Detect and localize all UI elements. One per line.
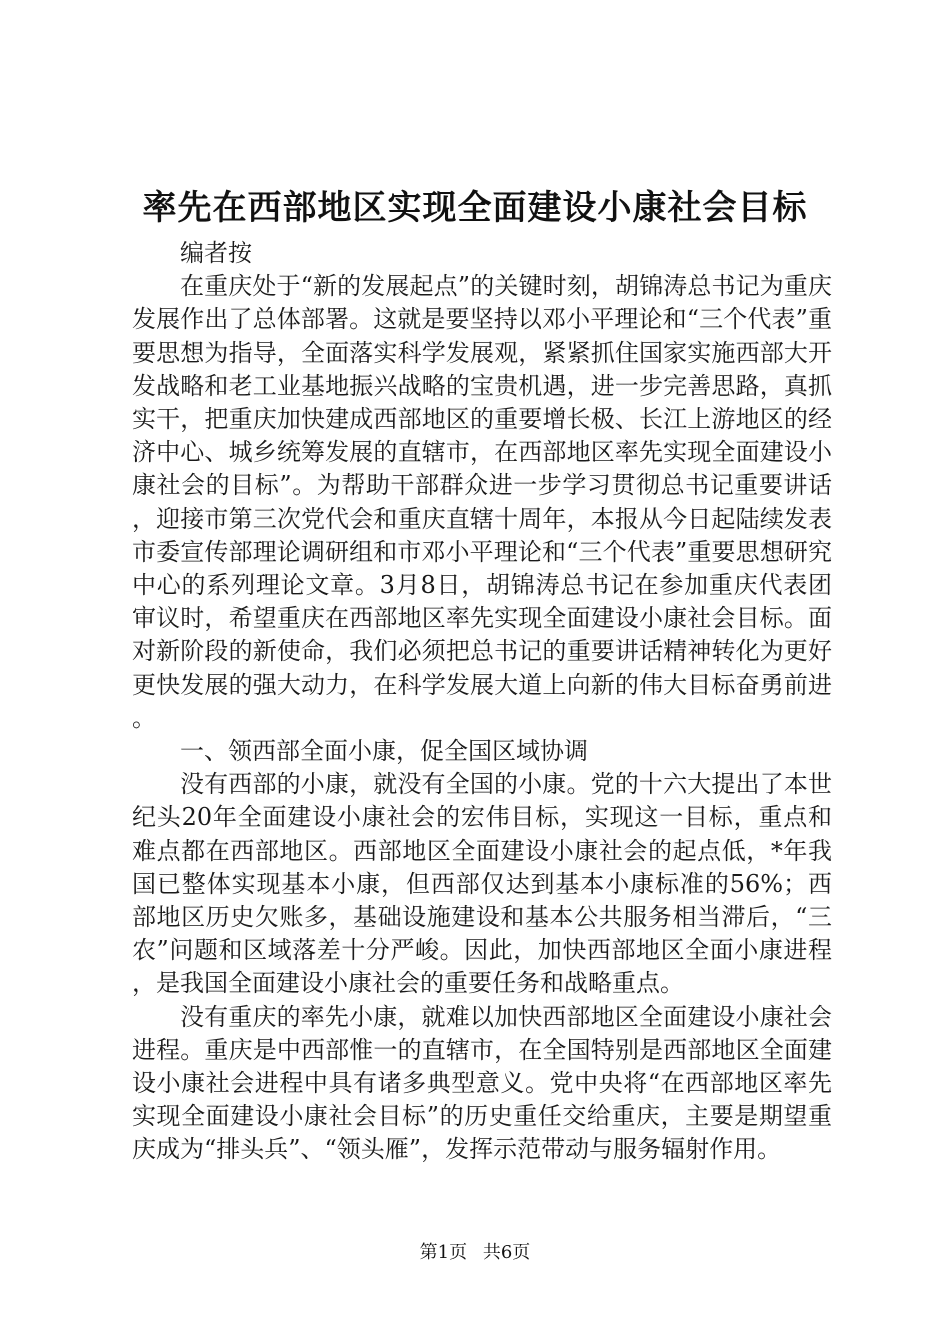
paragraph-chongqing-lead: 没有重庆的率先小康，就难以加快西部地区全面建设小康社会进程。重庆是中西部惟一的直辖市，在全国特别是西部地区全面建设小康社会进程中具有诸多典型意义。党中央将“在西部地区率先实现全面建设小康社会目标”的历史重任交给重庆，主要是期望重庆成为“排头兵”、“领头雁”，发挥示范带动与服务辐射作用。 — [132, 1002, 832, 1164]
paragraph-western-xiaokang: 没有西部的小康，就没有全国的小康。党的十六大提出了本世纪头20年全面建设小康社会的宏伟目标，实现这一目标，重点和难点都在西部地区。西部地区全面建设小康社会的起点低，*年我国已整体实现基本小康，但西部仅达到基本小康标准的56%；西部地区历史欠账多，基础设施建设和基本公共服务相当滞后，“三农”问题和区域落差十分严峻。因此，加快西部地区全面小康进程，是我国全面建设小康社会的重要任务和战略重点。 — [132, 770, 832, 998]
page-footer — [0, 1241, 950, 1265]
paragraph-intro: 在重庆处于“新的发展起点”的关键时刻，胡锦涛总书记为重庆发展作出了总体部署。这就是要坚持以邓小平理论和“三个代表”重要思想为指导，全面落实科学发展观，紧紧抓住国家实施西部大开发战略和老工业基地振兴战略的宝贵机遇，进一步完善思路，真抓实干，把重庆加快建成西部地区的重要增长极、长江上游地区的经济中心、城乡统筹发展的直辖市，在西部地区率先实现全面建设小康社会的目标”。为帮助干部群众进一步学习贯彻总书记重要讲话，迎接市第三次党代会和重庆直辖十周年，本报从今日起陆续发表市委宣传部理论调研组和市邓小平理论和“三个代表”重要思想研究中心的系列理论文章。3月8日，胡锦涛总书记在参加重庆代表团审议时，希望重庆在西部地区率先实现全面建设小康社会目标。面对新阶段的新使命，我们必须把总书记的重要讲话精神转化为更好更快发展的强大动力，在科学发展大道上向新的伟大目标奋勇前进。 — [132, 272, 832, 732]
editor-note-label: 编者按 — [180, 239, 252, 267]
section-heading-1: 一、领西部全面小康，促全国区域协调 — [180, 737, 588, 766]
document-title: 率先在西部地区实现全面建设小康社会目标 — [142, 188, 808, 228]
document-body — [132, 237, 832, 1167]
page-number-total: 共6页 — [482, 1242, 531, 1263]
page-number-current: 第1页 — [419, 1242, 468, 1263]
